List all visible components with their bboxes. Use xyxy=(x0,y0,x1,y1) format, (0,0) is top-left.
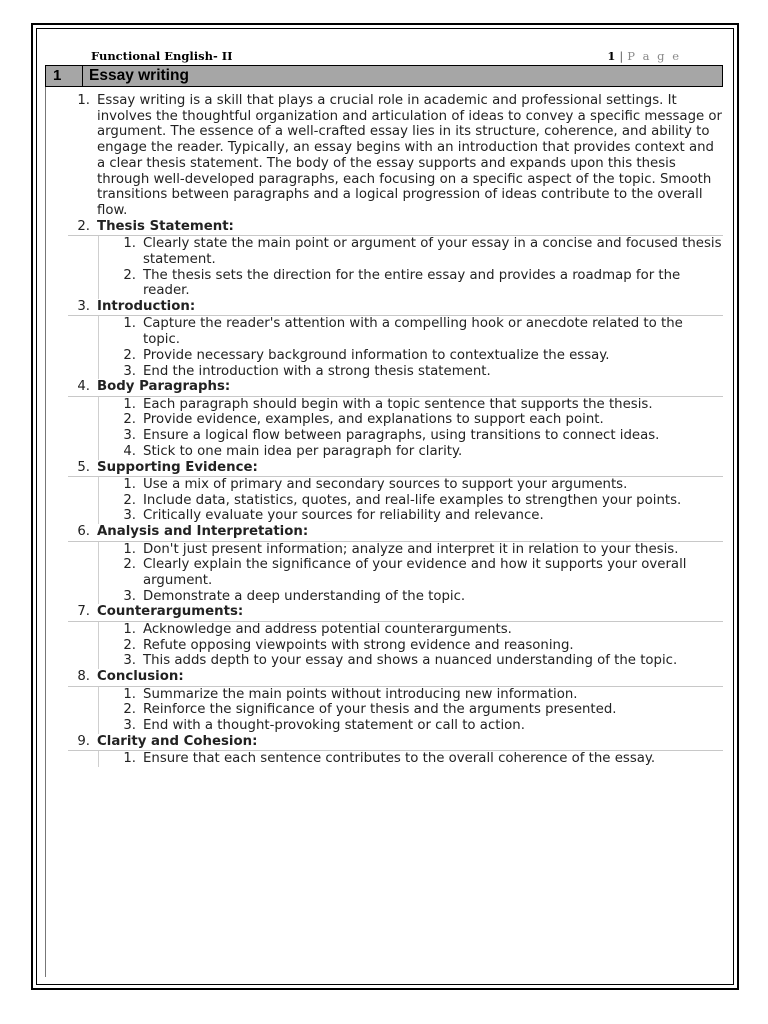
point-text: End the introduction with a strong thesis statement. xyxy=(143,363,491,379)
topic-title: Clarity and Cohesion: xyxy=(97,733,258,749)
point-number: 3. xyxy=(123,508,136,524)
point-text: Clearly explain the significance of your evidence and how it supports your overall argument. xyxy=(143,557,687,589)
topic-number: 2. xyxy=(77,218,90,234)
topic-points xyxy=(98,316,723,379)
topic-title: Thesis Statement: xyxy=(97,218,234,234)
point-text: Ensure that each sentence contributes to the overall coherence of the essay. xyxy=(143,751,656,767)
point-number: 1. xyxy=(123,686,136,702)
page-header xyxy=(91,49,681,65)
list-item xyxy=(114,348,723,364)
point-text: Reinforce the significance of your thesis and the arguments presented. xyxy=(143,702,617,718)
list-item xyxy=(114,718,723,734)
point-text: End with a thought-provoking statement or call to action. xyxy=(143,718,525,733)
point-number: 3. xyxy=(123,718,136,733)
topic-points xyxy=(98,236,723,299)
point-number: 2. xyxy=(123,557,136,573)
list-item xyxy=(114,412,723,428)
intro-text: Essay writing is a skill that plays a crucial role in academic and professional settings. It involves the thoughtful organization and articulation of ideas to convey a specific message or argument. The essence of a well-crafted essay lies in its structure, coherence, and ability to engage the reader. Typically, an essay begins with an introduction that provides context and a clear thesis statement. The body of the essay supports and expands upon this thesis through well-developed paragraphs, each focusing on a specific aspect of the topic. Smooth transitions between paragraphs and a logical progression of ideas contribute to the overall flow. xyxy=(97,93,723,218)
point-number: 2. xyxy=(123,492,136,508)
page-word: P a g e xyxy=(627,49,681,63)
point-text: Clearly state the main point or argument of your essay in a concise and focused thesis statement. xyxy=(143,236,722,267)
list-item xyxy=(114,589,723,605)
point-number: 1. xyxy=(123,236,136,252)
list-item xyxy=(114,508,723,524)
point-text: Provide necessary background information to contextualize the essay. xyxy=(143,347,610,363)
list-item xyxy=(114,638,723,654)
left-column-rule xyxy=(45,87,46,977)
point-text: Stick to one main idea per paragraph for clarity. xyxy=(143,443,463,459)
topic-heading xyxy=(68,299,723,317)
point-number: 2. xyxy=(123,267,136,283)
point-text: Acknowledge and address potential counterarguments. xyxy=(143,621,512,637)
point-text: Demonstrate a deep understanding of the topic. xyxy=(143,588,466,604)
point-number: 3. xyxy=(123,588,136,604)
list-item xyxy=(114,557,723,588)
point-number: 1. xyxy=(123,316,136,332)
topic-points xyxy=(98,622,723,669)
topic-heading xyxy=(68,460,723,478)
topic-number: 8. xyxy=(77,669,90,685)
point-number: 3. xyxy=(123,653,136,669)
topic-number: 9. xyxy=(77,733,90,749)
topic-heading xyxy=(68,379,723,397)
list-item xyxy=(114,751,723,767)
topic-points xyxy=(98,542,723,605)
list-item xyxy=(114,268,723,299)
page-number: 1 xyxy=(607,49,616,63)
point-number: 4. xyxy=(123,443,136,459)
point-text: Ensure a logical flow between paragraphs, using transitions to connect ideas. xyxy=(143,428,660,444)
list-item xyxy=(114,493,723,509)
page-separator: | xyxy=(619,49,624,63)
point-number: 1. xyxy=(123,396,136,412)
topic-title: Supporting Evidence: xyxy=(97,459,258,475)
list-item xyxy=(114,653,723,669)
point-text: Use a mix of primary and secondary sources to support your arguments. xyxy=(143,477,628,493)
point-text: Include data, statistics, quotes, and real-life examples to strengthen your points. xyxy=(143,492,682,508)
section-heading-bar xyxy=(45,65,723,87)
list-item xyxy=(114,236,723,267)
point-number: 2. xyxy=(123,637,136,653)
point-number: 1. xyxy=(123,621,136,637)
section-divider xyxy=(82,66,83,86)
intro-paragraph xyxy=(68,93,723,219)
list-item xyxy=(114,542,723,558)
intro-number: 1. xyxy=(77,93,90,108)
list-item xyxy=(114,702,723,718)
point-text: Capture the reader's attention with a compelling hook or anecdote related to the topic. xyxy=(143,316,683,348)
point-text: This adds depth to your essay and shows a nuanced understanding of the topic. xyxy=(143,653,678,669)
topic-number: 3. xyxy=(77,298,90,314)
point-number: 1. xyxy=(123,541,136,557)
list-item xyxy=(114,316,723,347)
page-number-label xyxy=(607,49,681,63)
list-item xyxy=(114,687,723,703)
essay-content xyxy=(68,93,723,767)
topic-number: 5. xyxy=(77,459,90,475)
topic-number: 6. xyxy=(77,524,90,540)
topic-number: 4. xyxy=(77,379,90,395)
topic-title: Introduction: xyxy=(97,298,196,314)
point-text: Provide evidence, examples, and explanations to support each point. xyxy=(143,412,604,428)
point-text: Critically evaluate your sources for reliability and relevance. xyxy=(143,508,544,524)
topic-points xyxy=(98,751,723,767)
section-title: Essay writing xyxy=(89,67,189,84)
topic-title: Body Paragraphs: xyxy=(97,379,231,395)
section-number: 1 xyxy=(53,67,62,84)
point-number: 3. xyxy=(123,363,136,379)
list-item xyxy=(114,397,723,413)
topic-heading xyxy=(68,604,723,622)
point-text: Refute opposing viewpoints with strong evidence and reasoning. xyxy=(143,637,574,653)
topic-title: Counterarguments: xyxy=(97,604,244,620)
topic-title: Analysis and Interpretation: xyxy=(97,524,309,540)
point-text: Don't just present information; analyze and interpret it in relation to your thesis. xyxy=(143,541,679,557)
point-number: 2. xyxy=(123,347,136,363)
point-number: 1. xyxy=(123,477,136,493)
topic-title: Conclusion: xyxy=(97,669,184,685)
topic-heading xyxy=(68,669,723,687)
topics-list xyxy=(68,219,723,767)
topic-heading xyxy=(68,524,723,542)
list-item xyxy=(114,428,723,444)
point-number: 3. xyxy=(123,428,136,444)
course-title: Functional English- II xyxy=(91,49,233,63)
topic-heading xyxy=(68,734,723,752)
topic-points xyxy=(98,397,723,460)
list-item xyxy=(114,622,723,638)
list-item xyxy=(114,477,723,493)
topic-points xyxy=(98,687,723,734)
point-number: 2. xyxy=(123,702,136,718)
topic-points xyxy=(98,477,723,524)
point-number: 1. xyxy=(123,751,136,767)
list-item xyxy=(114,364,723,380)
topic-number: 7. xyxy=(77,604,90,620)
topic-heading xyxy=(68,219,723,237)
list-item xyxy=(114,444,723,460)
point-number: 2. xyxy=(123,412,136,428)
point-text: Each paragraph should begin with a topic sentence that supports the thesis. xyxy=(143,396,653,412)
point-text: The thesis sets the direction for the entire essay and provides a roadmap for the reader. xyxy=(143,267,681,299)
point-text: Summarize the main points without introducing new information. xyxy=(143,686,578,702)
